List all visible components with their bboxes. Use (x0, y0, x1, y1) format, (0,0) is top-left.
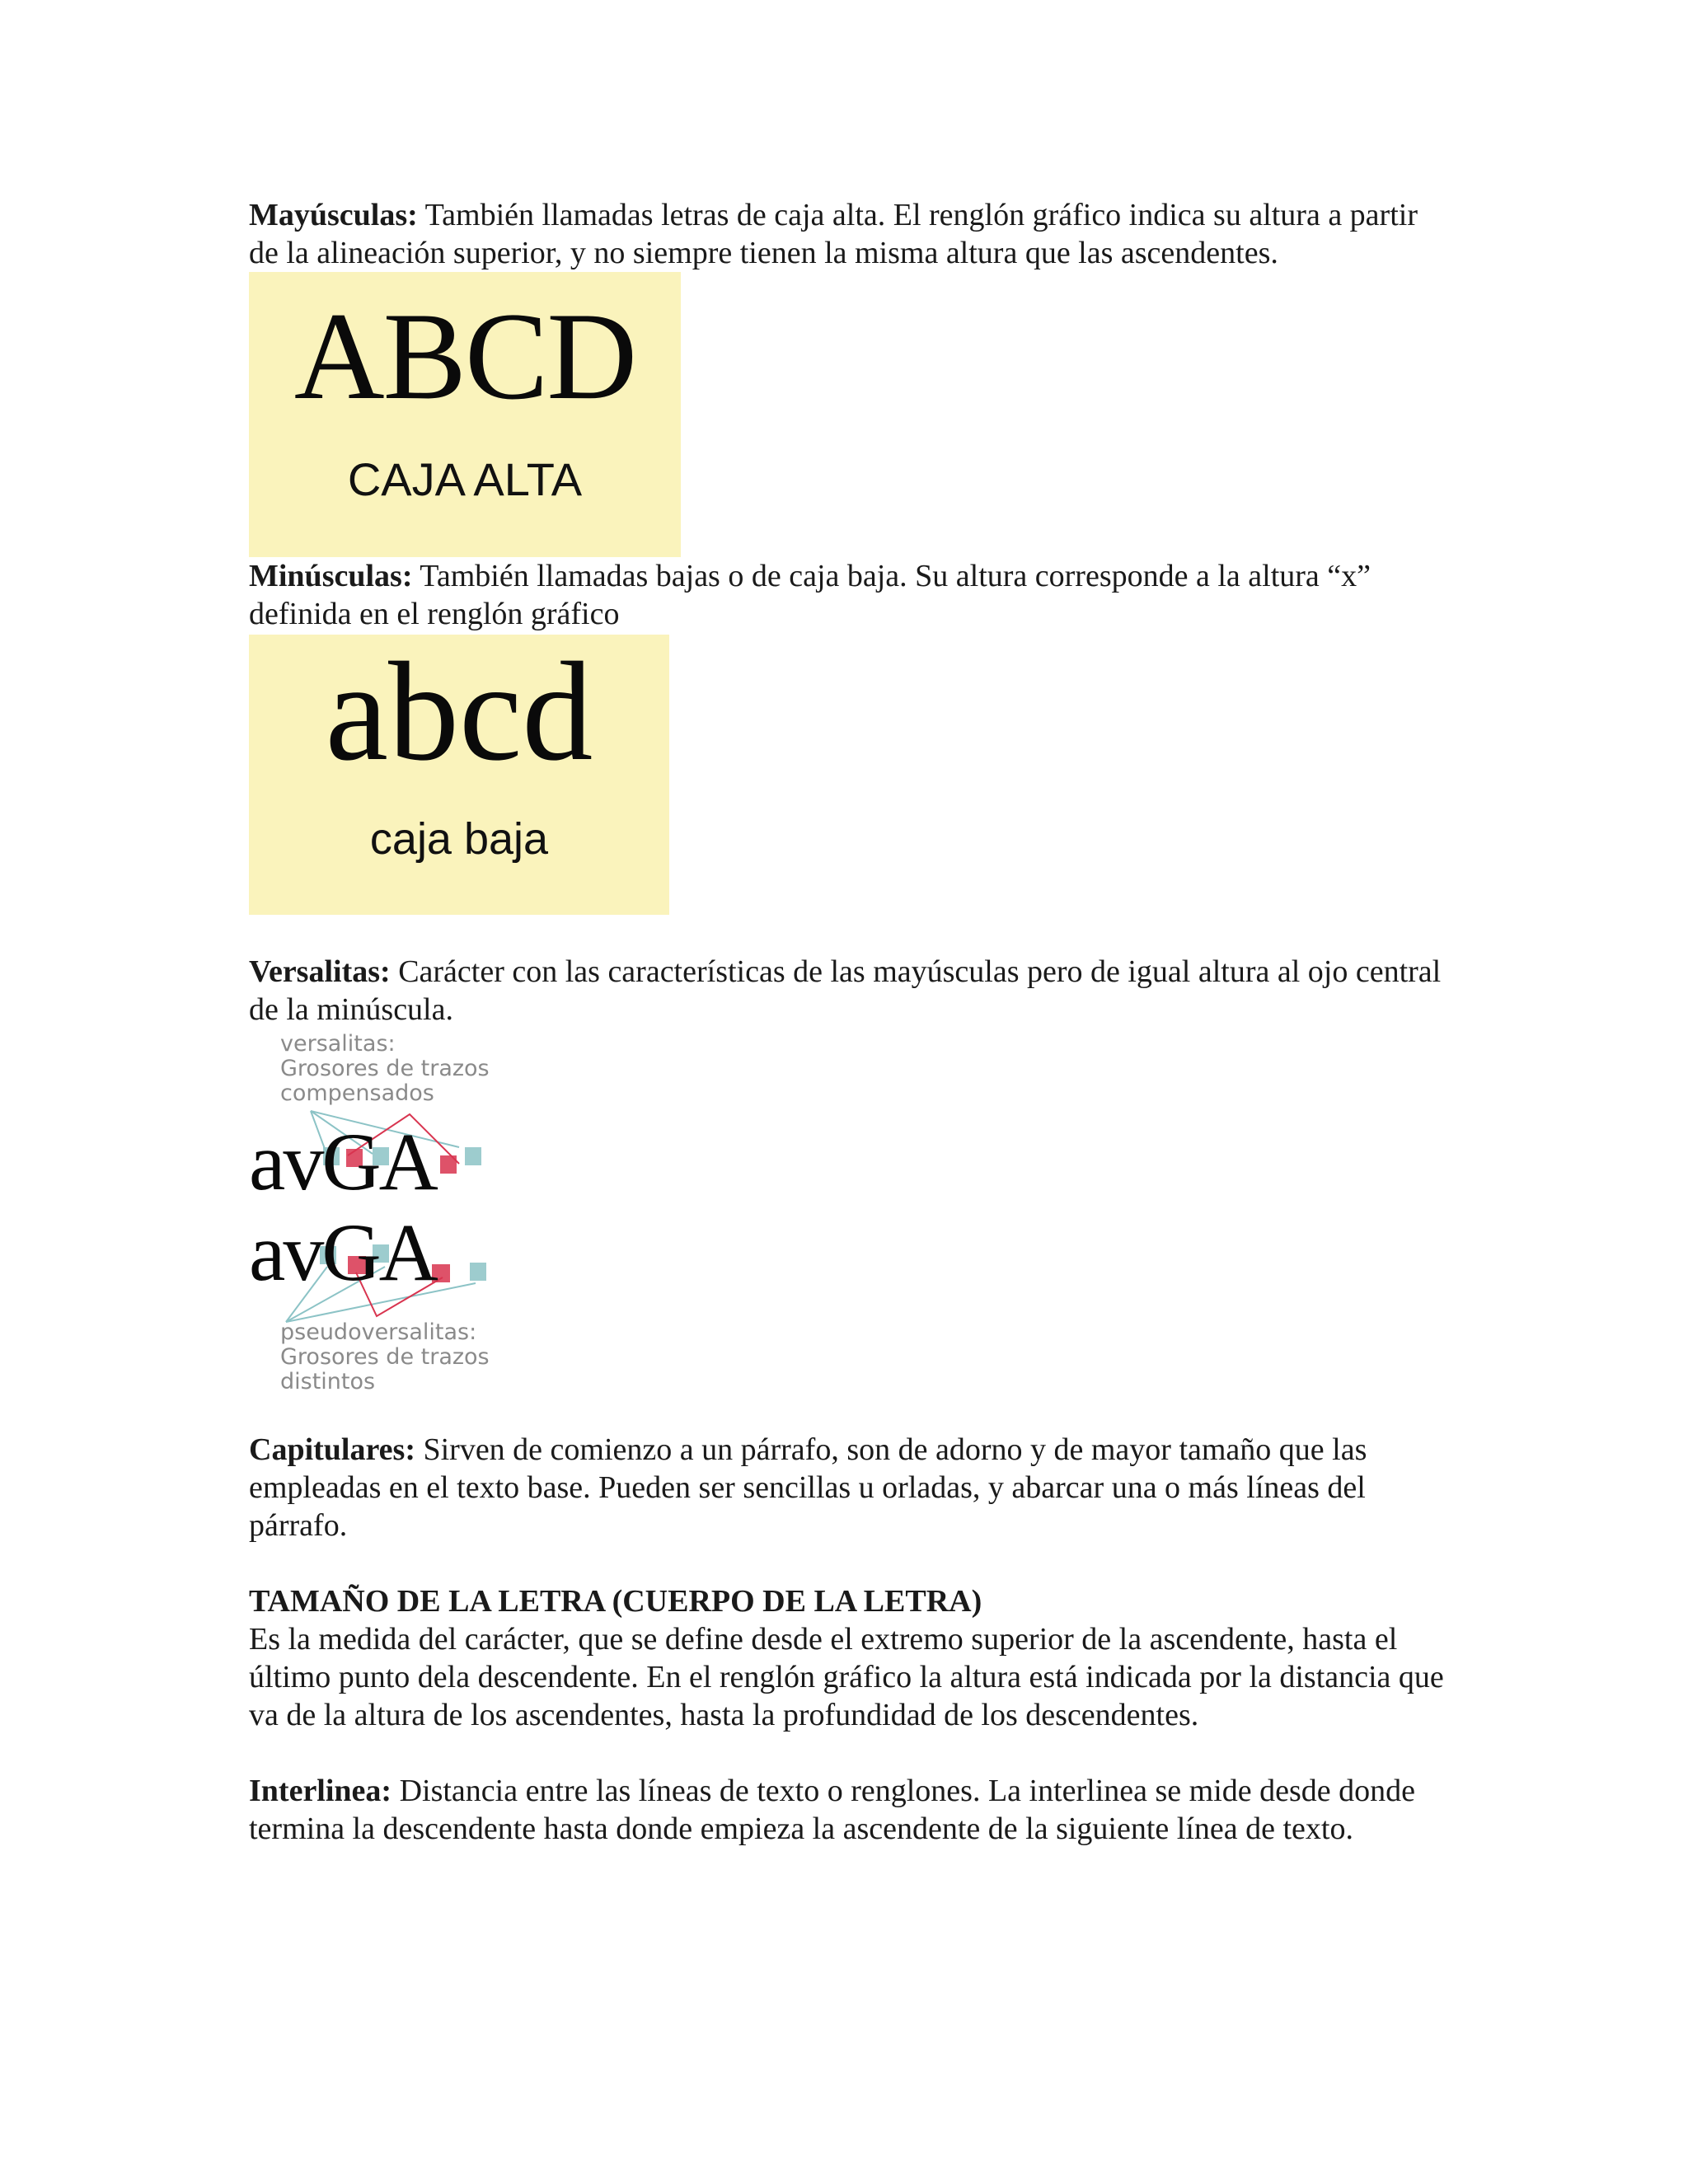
minusculas-term: Minúsculas: (249, 559, 413, 593)
lowercase-figure (249, 635, 669, 915)
smallcaps-top-label-3: compensados (280, 1080, 434, 1106)
smallcaps-word-pseudo: avGA (249, 1207, 436, 1298)
lowercase-caption: caja baja (369, 814, 549, 864)
capitulares-text: Sirven de comienzo a un párrafo, son de adorno y de mayor tamaño que las empleadas en el texto base. Pueden ser sencillas u orladas, y abarcar una o más líneas del párrafo. (249, 1432, 1367, 1543)
interlinea-term: Interlinea: (249, 1774, 392, 1808)
uppercase-caption: CAJA ALTA (347, 453, 583, 505)
uppercase-figure (249, 272, 681, 557)
minusculas-text: También llamadas bajas o de caja baja. Su altura corresponde a la altura “x” definida en el renglón gráfico (249, 559, 1372, 631)
uppercase-sample: ABCD (293, 287, 636, 425)
mayusculas-term: Mayúsculas: (249, 198, 418, 232)
versalitas-text: Carácter con las características de las mayúsculas pero de igual altura al ojo central de la minúscula. (249, 954, 1442, 1027)
smallcaps-bottom-label-1: pseudoversalitas: (280, 1319, 477, 1345)
mayusculas-text: También llamadas letras de caja alta. El renglón gráfico indica su altura a partir de la alineación superior, y no siempre tienen la misma altura que las ascendentes. (249, 198, 1418, 270)
smallcaps-top-label-1: versalitas: (280, 1031, 396, 1057)
smallcaps-figure (249, 1032, 504, 1403)
capitulares-term: Capitulares: (249, 1432, 415, 1467)
mayusculas-paragraph (249, 196, 1452, 272)
interlinea-paragraph (249, 1772, 1452, 1848)
smallcaps-word-compensated: avGA (249, 1116, 436, 1207)
tamano-paragraph: Es la medida del carácter, que se define desde el extremo superior de la ascendente, hasta el último punto dela descendente. En el renglón gráfico la altura está indicada por la distancia que va de la altura de los ascendentes, hasta la profundidad de los descendentes. (249, 1622, 1444, 1732)
smallcaps-bottom-label-3: distintos (280, 1369, 376, 1394)
minusculas-paragraph (249, 557, 1452, 633)
smallcaps-bottom-label-2: Grosores de trazos (280, 1344, 490, 1370)
smallcaps-top-label-2: Grosores de trazos (280, 1056, 490, 1081)
document-page (249, 196, 1452, 1848)
lowercase-sample: abcd (325, 634, 593, 790)
tamano-heading: TAMAÑO DE LA LETRA (CUERPO DE LA LETRA) (249, 1584, 982, 1619)
versalitas-term: Versalitas: (249, 954, 391, 989)
interlinea-text: Distancia entre las líneas de texto o renglones. La interlinea se mide desde donde termina la descendente hasta donde empieza la ascendente de la siguiente línea de texto. (249, 1774, 1416, 1846)
capitulares-paragraph (249, 1431, 1452, 1544)
versalitas-paragraph (249, 953, 1452, 1029)
